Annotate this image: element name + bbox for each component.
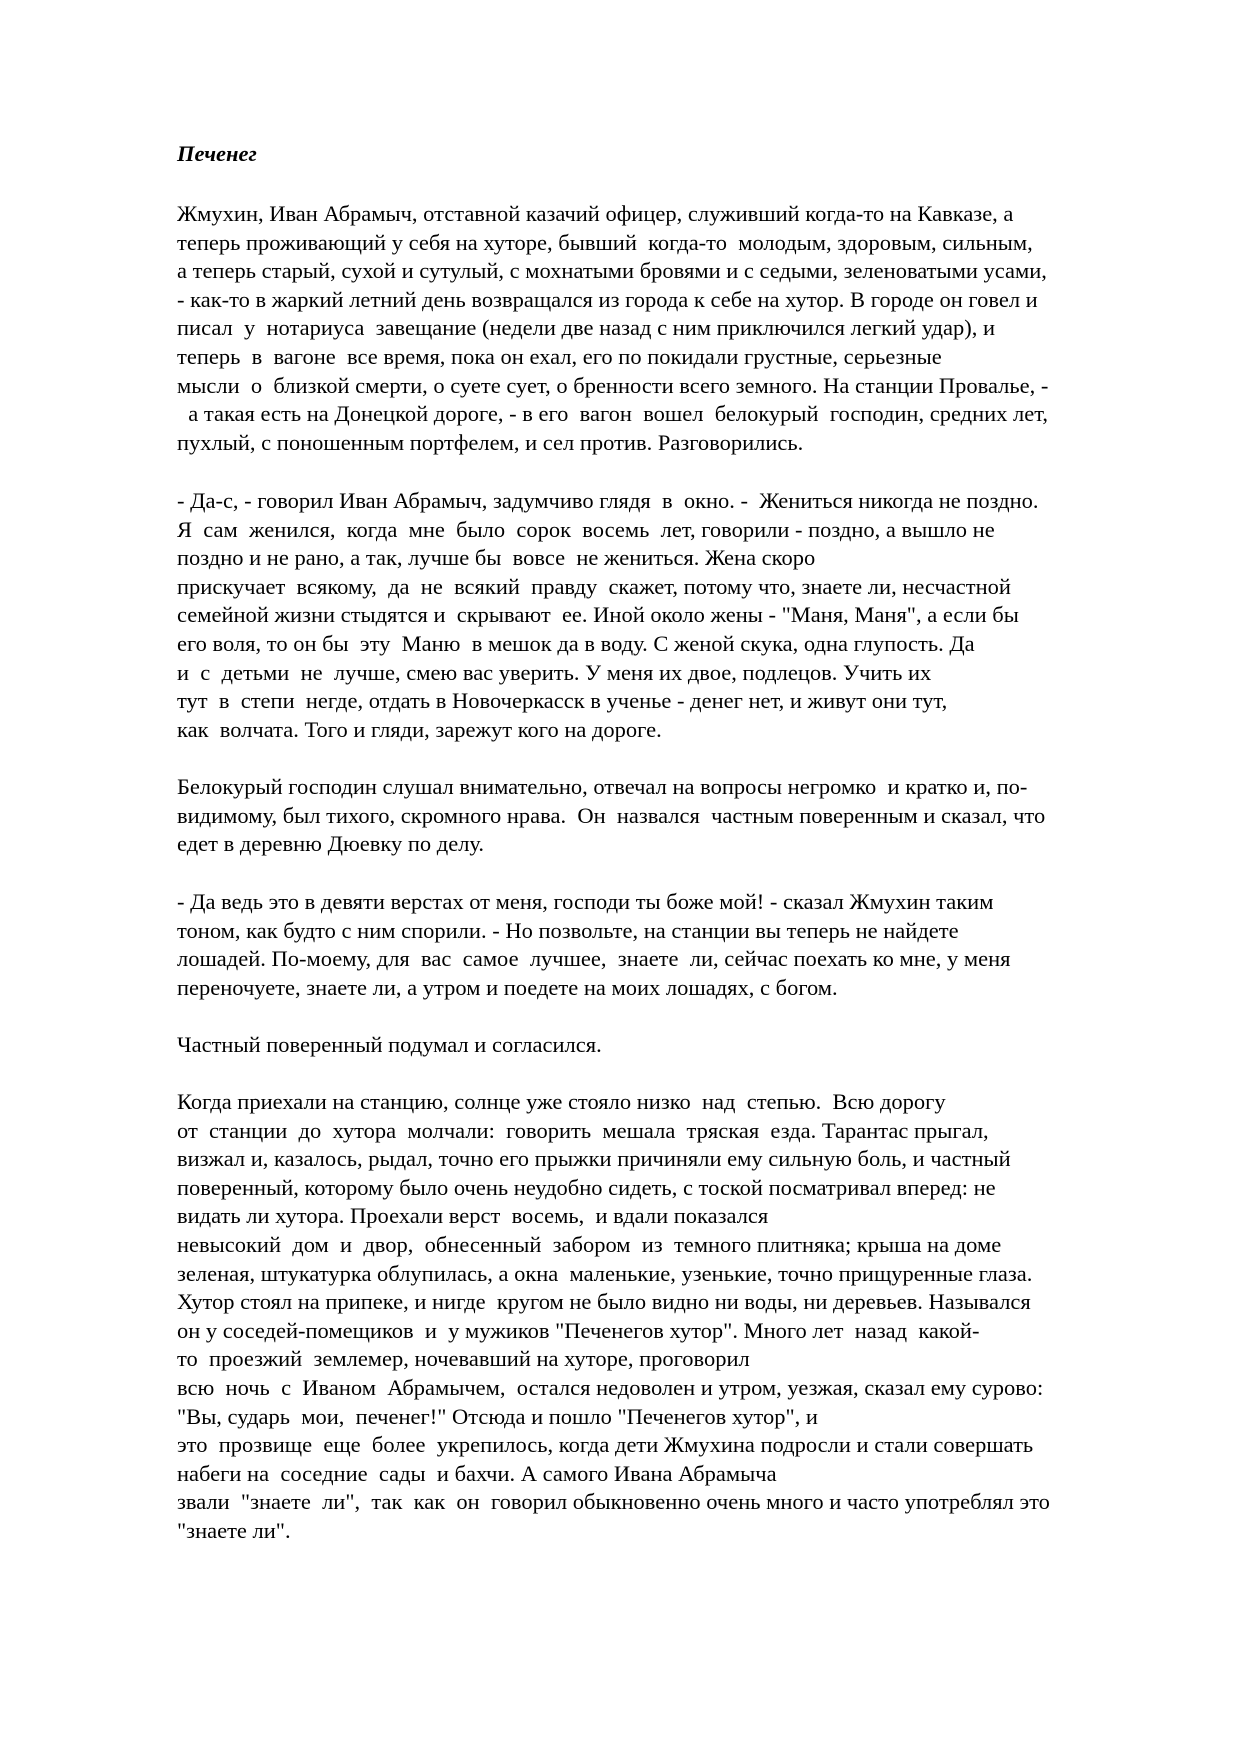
text-line: Жмухин, Иван Абрамыч, отставной казачий офицер, служивший когда-то на Кавказе, а xyxy=(177,201,1014,226)
text-line: поздно и не рано, а так, лучше бы вовсе не жениться. Жена скоро xyxy=(177,545,816,571)
paragraph-3 xyxy=(177,773,1045,859)
text-line: от станции до хутора молчали: говорить мешала тряская езда. Тарантас прыгал, xyxy=(177,1117,989,1143)
text-line: зеленая, штукатурка облупилась, а окна маленькие, узенькие, точно прищуренные глаза. xyxy=(177,1260,1033,1286)
text-line: его воля, то он бы эту Маню в мешок да в воду. С женой скука, одна глупость. Да xyxy=(177,630,975,656)
text-line: видать ли хутора. Проехали верст восемь, и вдали показался xyxy=(177,1203,769,1229)
text-line: звали "знаете ли", так как он говорил обыкновенно очень много и часто употреблял это xyxy=(177,1489,1050,1515)
text-line: Когда приехали на станцию, солнце уже стояло низко над степью. Всю дорогу xyxy=(177,1089,946,1114)
text-line: переночуете, знаете ли, а утром и поедете на моих лошадях, с богом. xyxy=(177,974,838,1000)
text-line: - Да-с, - говорил Иван Абрамыч, задумчиво глядя в окно. - Жениться никогда не поздно. xyxy=(177,488,1039,513)
text-line: как волчата. Того и гляди, зарежут кого на дороге. xyxy=(177,716,662,742)
text-line: мысли о близкой смерти, о суете сует, о бренности всего земного. На станции Провалье, - xyxy=(177,372,1049,398)
document-title: Печенег xyxy=(177,141,257,166)
text-line: и с детьми не лучше, смею вас уверить. У меня их двое, подлецов. Учить их xyxy=(177,659,932,685)
text-line: а такая есть на Донецкой дороге, - в его вагон вошел белокурый господин, средних лет, xyxy=(177,401,1049,427)
text-line: тоном, как будто с ним спорили. - Но позвольте, на станции вы теперь не найдете xyxy=(177,917,959,943)
paragraph-1 xyxy=(177,200,1048,457)
text-line: прискучает всякому, да не всякий правду скажет, потому что, знаете ли, несчастной xyxy=(177,573,1011,599)
text-line: Белокурый господин слушал внимательно, отвечал на вопросы негромко и кратко и, по- xyxy=(177,774,1028,799)
text-line: всю ночь с Иваном Абрамычем, остался недоволен и утром, уезжая, сказал ему сурово: xyxy=(177,1374,1044,1400)
text-line: едет в деревню Дюевку по делу. xyxy=(177,831,485,857)
text-line: тут в степи негде, отдать в Новочеркасск в ученье - денег нет, и живут они тут, xyxy=(177,688,948,714)
text-line: семейной жизни стыдятся и скрывают ее. Иной около жены - "Маня, Маня", а если бы xyxy=(177,602,1019,628)
paragraph-6 xyxy=(177,1088,1050,1546)
text-line: а теперь старый, сухой и сутулый, с мохнатыми бровями и с седыми, зеленоватыми усами, xyxy=(177,258,1047,284)
text-line: Я сам женился, когда мне было сорок восемь лет, говорили - поздно, а вышло не xyxy=(177,516,995,542)
text-line: Хутор стоял на припеке, и нигде кругом не было видно ни воды, ни деревьев. Назывался xyxy=(177,1289,1031,1315)
text-line: лошадей. По-моему, для вас самое лучшее, знаете ли, сейчас поехать ко мне, у меня xyxy=(177,946,1011,972)
text-line: Частный поверенный подумал и согласился. xyxy=(177,1032,602,1057)
text-line: теперь проживающий у себя на хуторе, бывший когда-то молодым, здоровым, сильным, xyxy=(177,229,1033,255)
paragraph-4 xyxy=(177,888,1010,1002)
text-line: "знаете ли". xyxy=(177,1517,291,1543)
text-line: - как-то в жаркий летний день возвращался из города к себе на хутор. В городе он говел и xyxy=(177,286,1038,312)
text-line: невысокий дом и двор, обнесенный забором из темного плитняка; крыша на доме xyxy=(177,1231,1002,1257)
text-line: набеги на соседние сады и бахчи. А самого Ивана Абрамыча xyxy=(177,1460,777,1486)
text-line: поверенный, которому было очень неудобно сидеть, с тоской посматривал вперед: не xyxy=(177,1174,996,1200)
text-line: видимому, был тихого, скромного нрава. Он назвался частным поверенным и сказал, что xyxy=(177,802,1046,828)
paragraph-5 xyxy=(177,1031,602,1060)
text-line: - Да ведь это в девяти верстах от меня, господи ты боже мой! - сказал Жмухин таким xyxy=(177,889,994,914)
text-line: теперь в вагоне все время, пока он ехал, его по покидали грустные, серьезные xyxy=(177,343,942,369)
text-line: писал у нотариуса завещание (недели две назад с ним приключился легкий удар), и xyxy=(177,315,995,341)
text-line: визжал и, казалось, рыдал, точно его прыжки причиняли ему сильную боль, и частный xyxy=(177,1146,1011,1172)
text-line: "Вы, сударь мои, печенег!" Отсюда и пошло "Печенегов хутор", и xyxy=(177,1403,818,1429)
text-line: это прозвище еще более укрепилось, когда дети Жмухина подросли и стали совершать xyxy=(177,1432,1034,1458)
text-line: он у соседей-помещиков и у мужиков "Печенегов хутор". Много лет назад какой- xyxy=(177,1317,980,1343)
text-line: пухлый, с поношенным портфелем, и сел против. Разговорились. xyxy=(177,429,804,455)
paragraph-2 xyxy=(177,487,1039,744)
text-line: то проезжий землемер, ночевавший на хуторе, проговорил xyxy=(177,1346,750,1372)
